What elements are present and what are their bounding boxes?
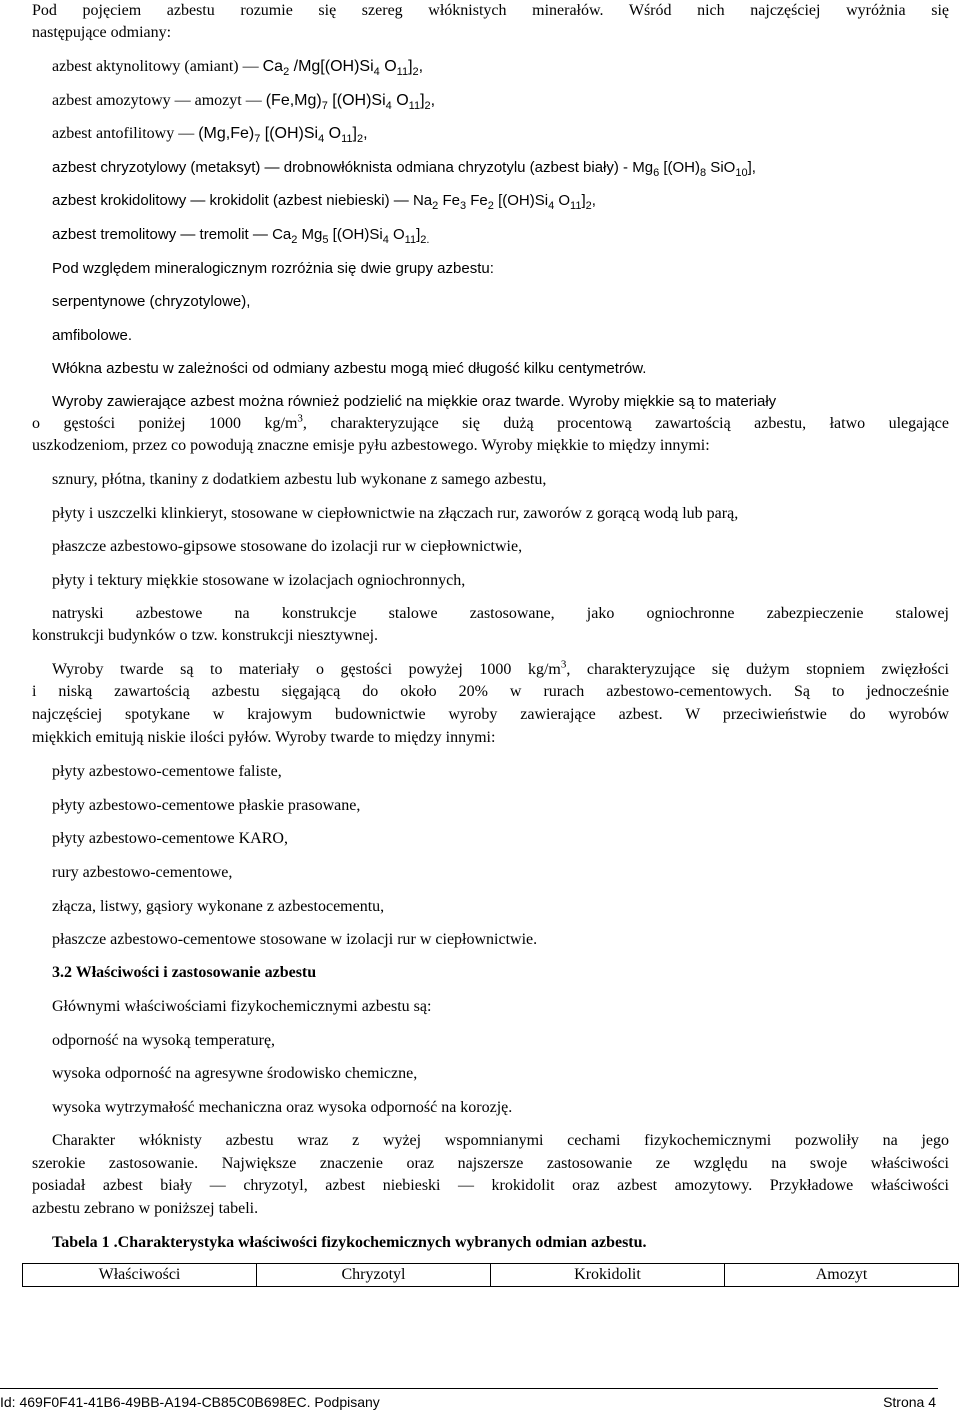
section-heading: 3.2 Właściwości i zastosowanie azbestu <box>52 964 317 981</box>
formula <box>262 58 424 79</box>
section-para-line-4: azbestu zebrano w poniższej tabeli. <box>32 1200 259 1217</box>
formula-part: [(OH) <box>659 159 701 176</box>
property-item: odporność na wysoką temperaturę, <box>52 1032 276 1049</box>
properties-table <box>22 1263 959 1287</box>
footer-page-number: Strona 4 <box>883 1394 936 1410</box>
formula-subscript: 2 <box>291 234 298 246</box>
section-para-line-1: Charakter włóknisty azbestu wraz z wyżej wspomnianymi cechami fizykochemicznymi pozwoliły na jego <box>52 1132 949 1149</box>
formula-subscript: 2. <box>420 234 430 246</box>
soft-item: płyty i uszczelki klinkieryt, stosowane w ciepłownictwie na złączach rur, zaworów z gorącą wodą lub parą, <box>52 505 739 522</box>
formula-part: ] <box>420 92 425 109</box>
section-para-line-2: szerokie zastosowanie. Największe znaczenie oraz najszersze zastosowanie ze względu na swoje właściwości <box>32 1155 949 1172</box>
formula-part: Na <box>412 192 433 209</box>
soft-spray-line-2: konstrukcji budynków o tzw. konstrukcji niesztywnej. <box>32 627 379 644</box>
formula-part: Fe <box>438 192 460 209</box>
soft-spray-line-1: natryski azbestowe na konstrukcje stalowe zastosowane, jako ogniochronne zabezpieczenie stalowej <box>52 605 949 622</box>
formula-part: (Mg,Fe) <box>198 125 255 142</box>
footer-document-id: Id: 469F0F41-41B6-49BB-A194-CB85C0B698EC. Podpisany <box>0 1394 380 1410</box>
formula-part: ] <box>416 226 421 243</box>
formula-part: , <box>363 125 368 142</box>
table-caption: Tabela 1 .Charakterystyka właściwości fizykochemicznych wybranych odmian azbestu. <box>52 1234 647 1251</box>
variety-tremolit: azbest tremolitowy — tremolit — $Ca_2$ $Mg_5$ [$(OH)Si_4$ $O_{11}]_{2.}$ <box>52 226 430 246</box>
formula <box>632 159 756 179</box>
formula-part: O <box>554 192 571 209</box>
intro-line-1: Pod pojęciem azbestu rozumie się szereg włóknistych minerałów. Wśród nich najczęściej wyróżnia się <box>32 2 949 19</box>
formula-part: Ca <box>262 58 284 75</box>
hard-line-4: miękkich emitują niskie ilości pyłów. Wyroby twarde to między innymi: <box>32 729 496 746</box>
group-item-amphibole: amfibolowe. <box>52 327 133 344</box>
formula-subscript: 11 <box>404 234 417 246</box>
formula-part: ] <box>352 125 357 142</box>
formula <box>265 92 436 113</box>
formula-subscript: 7 <box>254 133 261 146</box>
hard-line-1: Wyroby twarde są to materiały o gęstości powyżej 1000 $kg/m^3$, charakteryzujące się dużym stopniem zwięzłości <box>52 658 949 678</box>
formula-subscript: 2 <box>283 66 290 79</box>
hard-item: rury azbestowo-cementowe, <box>52 864 233 881</box>
formula-part: , <box>591 192 596 209</box>
formula <box>272 226 430 246</box>
formula-subscript: 7 <box>321 100 328 113</box>
formula-part: , <box>418 58 424 75</box>
formula-part: O <box>379 58 397 75</box>
intro-line-2: następujące odmiany: <box>32 24 172 41</box>
formula-subscript: 11 <box>341 133 353 146</box>
fiber-length-text: Włókna azbestu w zależności od odmiany azbestu mogą mieć długość kilku centymetrów. <box>52 360 647 377</box>
formula-part: ] <box>408 58 413 75</box>
formula-part: ] <box>581 192 586 209</box>
hard-item: płyty azbestowo-cementowe płaskie prasowane, <box>52 797 361 814</box>
formula-subscript: 4 <box>318 133 325 146</box>
variety-antofilit: azbest antofilitowy — $(Mg,Fe)_7$ [$(OH)Si_4$ $O_{11}]_2$, <box>52 125 368 146</box>
formula-part: [(OH)Si <box>327 92 386 109</box>
formula-subscript: 4 <box>382 234 389 246</box>
variety-aktynolit: azbest aktynolitowy (amiant) — $Ca_2$ $/Mg[(OH)Si_4$ $O_{11}]_2$, <box>52 58 424 79</box>
section-para-line-3: posiadał azbest biały — chryzotyl, azbest niebieski — krokidolit oraz azbest amozytowy. Przykładowe właściwości <box>32 1177 949 1194</box>
formula-subscript: 2 <box>487 200 494 212</box>
soft-item: płaszcze azbestowo-gipsowe stosowane do izolacji rur w ciepłownictwie, <box>52 538 523 555</box>
property-item: wysoka odporność na agresywne środowisko chemiczne, <box>52 1065 418 1082</box>
formula-part: O <box>388 226 405 243</box>
table-header-cell: Właściwości <box>23 1264 257 1287</box>
formula-part: [(OH)Si <box>493 192 549 209</box>
formula-part: O <box>324 125 342 142</box>
formula-part: Mg <box>297 226 323 243</box>
formula-subscript: 6 <box>653 167 660 179</box>
variety-krokidolit: azbest krokidolitowy — krokidolit (azbest niebieski) — $Na_2$ $Fe_3$ $Fe_2$ [$(OH)Si_4$ $O_{11}]_2$, <box>52 192 596 212</box>
table-header-cell: Amozyt <box>725 1264 959 1287</box>
formula-part: [(OH)Si <box>328 226 383 243</box>
hard-line-3: najczęściej spotykane w krajowym budownictwie wyroby zawierające azbest. W przeciwieństwie do wyrobów <box>32 706 949 723</box>
formula-subscript: 4 <box>373 66 380 79</box>
formula-subscript: 2 <box>356 133 364 146</box>
formula-subscript: 11 <box>396 66 409 79</box>
formula-subscript: 4 <box>385 100 392 113</box>
footer-divider <box>0 1388 938 1389</box>
soft-intro-line-2: o gęstości poniżej 1000 $kg/m^3$, charakteryzujące się dużą procentową zawartością azbestu, łatwo ulegające <box>32 412 949 432</box>
formula-part: ], <box>747 159 756 176</box>
formula-subscript: 11 <box>570 200 582 212</box>
table-header-row <box>23 1264 959 1287</box>
formula-subscript: 5 <box>322 234 329 246</box>
formula-part: O <box>391 92 409 109</box>
formula-subscript: 10 <box>735 167 748 179</box>
property-item: wysoka wytrzymałość mechaniczna oraz wysoka odporność na korozję. <box>52 1099 513 1116</box>
formula-part: Mg <box>632 159 654 176</box>
formula-part: SiO <box>706 159 736 176</box>
hard-line-2: i niską zawartością azbestu sięgającą do około 20% w rurach azbestowo-cementowych. Są to jednocześnie <box>32 683 949 700</box>
hard-item: płyty azbestowo-cementowe KARO, <box>52 830 288 847</box>
hard-item: płaszcze azbestowo-cementowe stosowane w izolacji rur w ciepłownictwie. <box>52 931 538 948</box>
formula-part: , <box>430 92 436 109</box>
soft-item: płyty i tektury miękkie stosowane w izolacjach ogniochronnych, <box>52 572 466 589</box>
section-intro: Głównymi właściwościami fizykochemicznymi azbestu są: <box>52 998 432 1015</box>
variety-amozyt: azbest amozytowy — amozyt — $(Fe,Mg)_7$ [$(OH)Si_4$ $O_{11}]_2$, <box>52 92 436 113</box>
formula-subscript: 8 <box>700 167 707 179</box>
soft-intro-line-3: uszkodzeniom, przez co powodują znaczne emisje pyłu azbestowego. Wyroby miękkie to między innymi: <box>32 437 710 454</box>
formula-part: /Mg[(OH)Si <box>289 58 374 75</box>
formula-subscript: 2 <box>412 66 419 79</box>
hard-item: płyty azbestowo-cementowe faliste, <box>52 763 282 780</box>
formula-part: [(OH)Si <box>260 125 319 142</box>
formula <box>412 192 596 212</box>
hard-item: złącza, listwy, gąsiory wykonane z azbestocementu, <box>52 898 385 915</box>
table-header-cell: Krokidolit <box>491 1264 725 1287</box>
formula-subscript: 2 <box>424 100 431 113</box>
variety-chryzotyl: azbest chryzotylowy (metaksyt) — drobnowłóknista odmiana chryzotylu (azbest biały) - $Mg_6$ [$(OH)_8$ SiO$_{10}$], <box>52 159 756 179</box>
formula-subscript: 4 <box>548 200 555 212</box>
formula-subscript: 11 <box>408 100 421 113</box>
soft-intro-line-1: Wyroby zawierające azbest można również podzielić na miękkie oraz twarde. Wyroby miękkie są to materiały <box>52 393 777 410</box>
table-header-cell: Chryzotyl <box>257 1264 491 1287</box>
formula-subscript: 2 <box>585 200 592 212</box>
formula-subscript: 3 <box>459 200 467 212</box>
group-item-serpentine: serpentynowe (chryzotylowe), <box>52 293 251 310</box>
groups-intro: Pod względem mineralogicznym rozróżnia się dwie grupy azbestu: <box>52 260 494 277</box>
formula-part: (Fe,Mg) <box>265 92 322 109</box>
formula-subscript: 2 <box>432 200 439 212</box>
soft-item: sznury, płótna, tkaniny z dodatkiem azbestu lub wykonane z samego azbestu, <box>52 471 547 488</box>
formula-part: Fe <box>466 192 488 209</box>
formula-part: Ca <box>272 226 292 243</box>
